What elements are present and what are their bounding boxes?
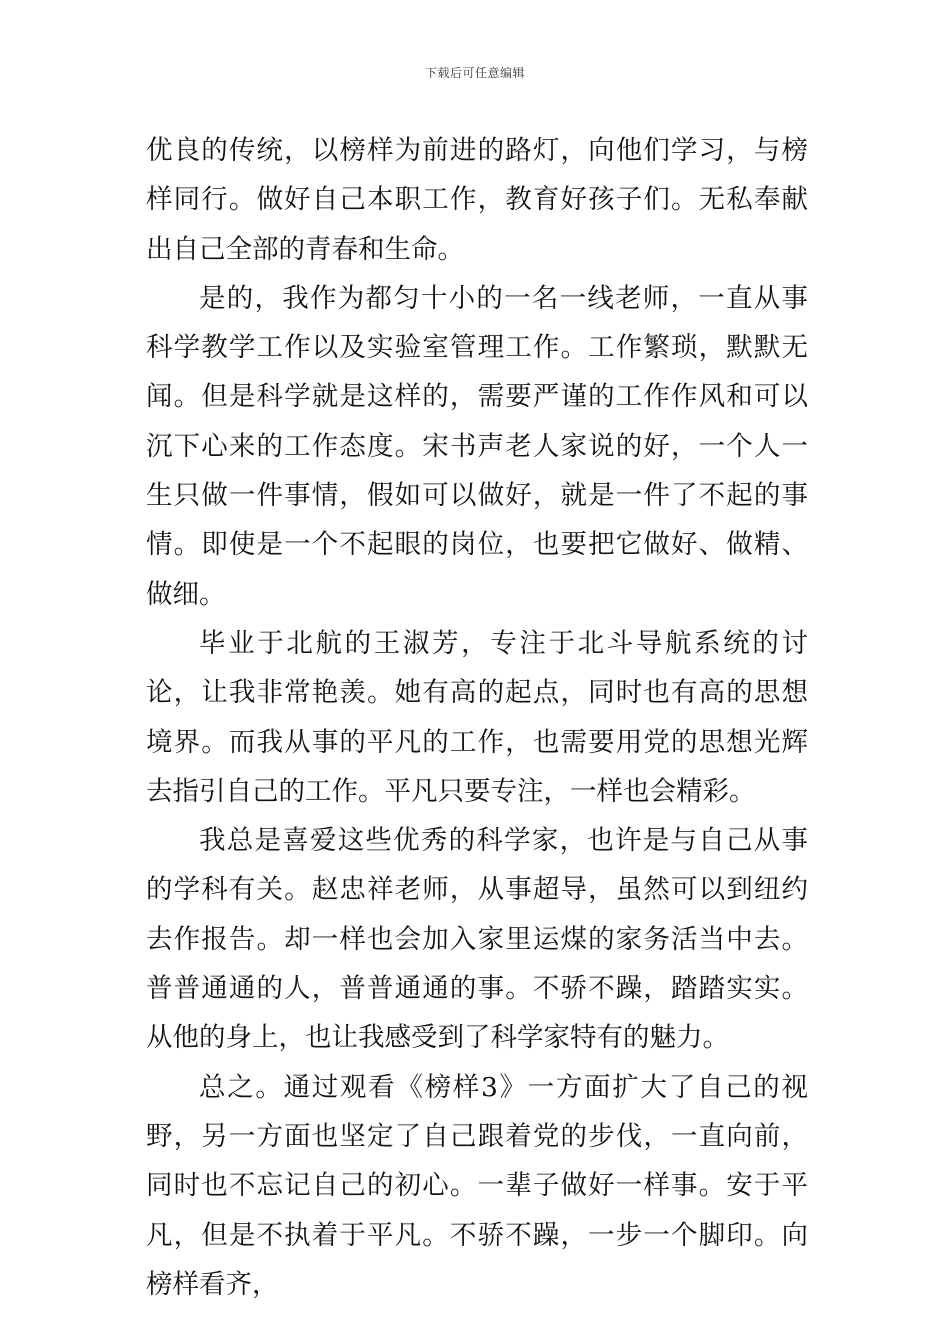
paragraph-4: 我总是喜爱这些优秀的科学家，也许是与自己从事的学科有关。赵忠祥老师，从事超导，虽然可以到纽约去作报告。却一样也会加入家里运煤的家务活当中去。普普通通的人，普普通通的事。不骄不躁，踏踏实实。从他的身上，也让我感受到了科学家特有的魅力。 (146, 825, 808, 1054)
paragraph-1: 优良的传统，以榜样为前进的路灯，向他们学习，与榜样同行。做好自己本职工作，教育好孩子们。无私奉献出自己全部的青春和生命。 (146, 135, 808, 265)
paragraph-5: 总之。通过观看《榜样3》一方面扩大了自己的视野，另一方面也坚定了自己跟着党的步伐，一直向前，同时也不忘记自己的初心。一辈子做好一样事。安于平凡，但是不执着于平凡。不骄不躁，一步一个脚印。向榜样看齐， (146, 1071, 808, 1300)
paragraph-3: 毕业于北航的王淑芳，专注于北斗导航系统的讨论，让我非常艳羡。她有高的起点，同时也有高的思想境界。而我从事的平凡的工作，也需要用党的思想光辉去指引自己的工作。平凡只要专注，一样也会精彩。 (146, 627, 808, 807)
page-header-note: 下载后可任意编辑 (424, 66, 525, 80)
paragraph-2: 是的，我作为都匀十小的一名一线老师，一直从事科学教学工作以及实验室管理工作。工作繁琐，默默无闻。但是科学就是这样的，需要严谨的工作作风和可以沉下心来的工作态度。宋书声老人家说的好，一个人一生只做一件事情，假如可以做好，就是一件了不起的事情。即使是一个不起眼的岗位，也要把它做好、做精、做细。 (146, 282, 808, 610)
document-body (146, 126, 808, 1309)
